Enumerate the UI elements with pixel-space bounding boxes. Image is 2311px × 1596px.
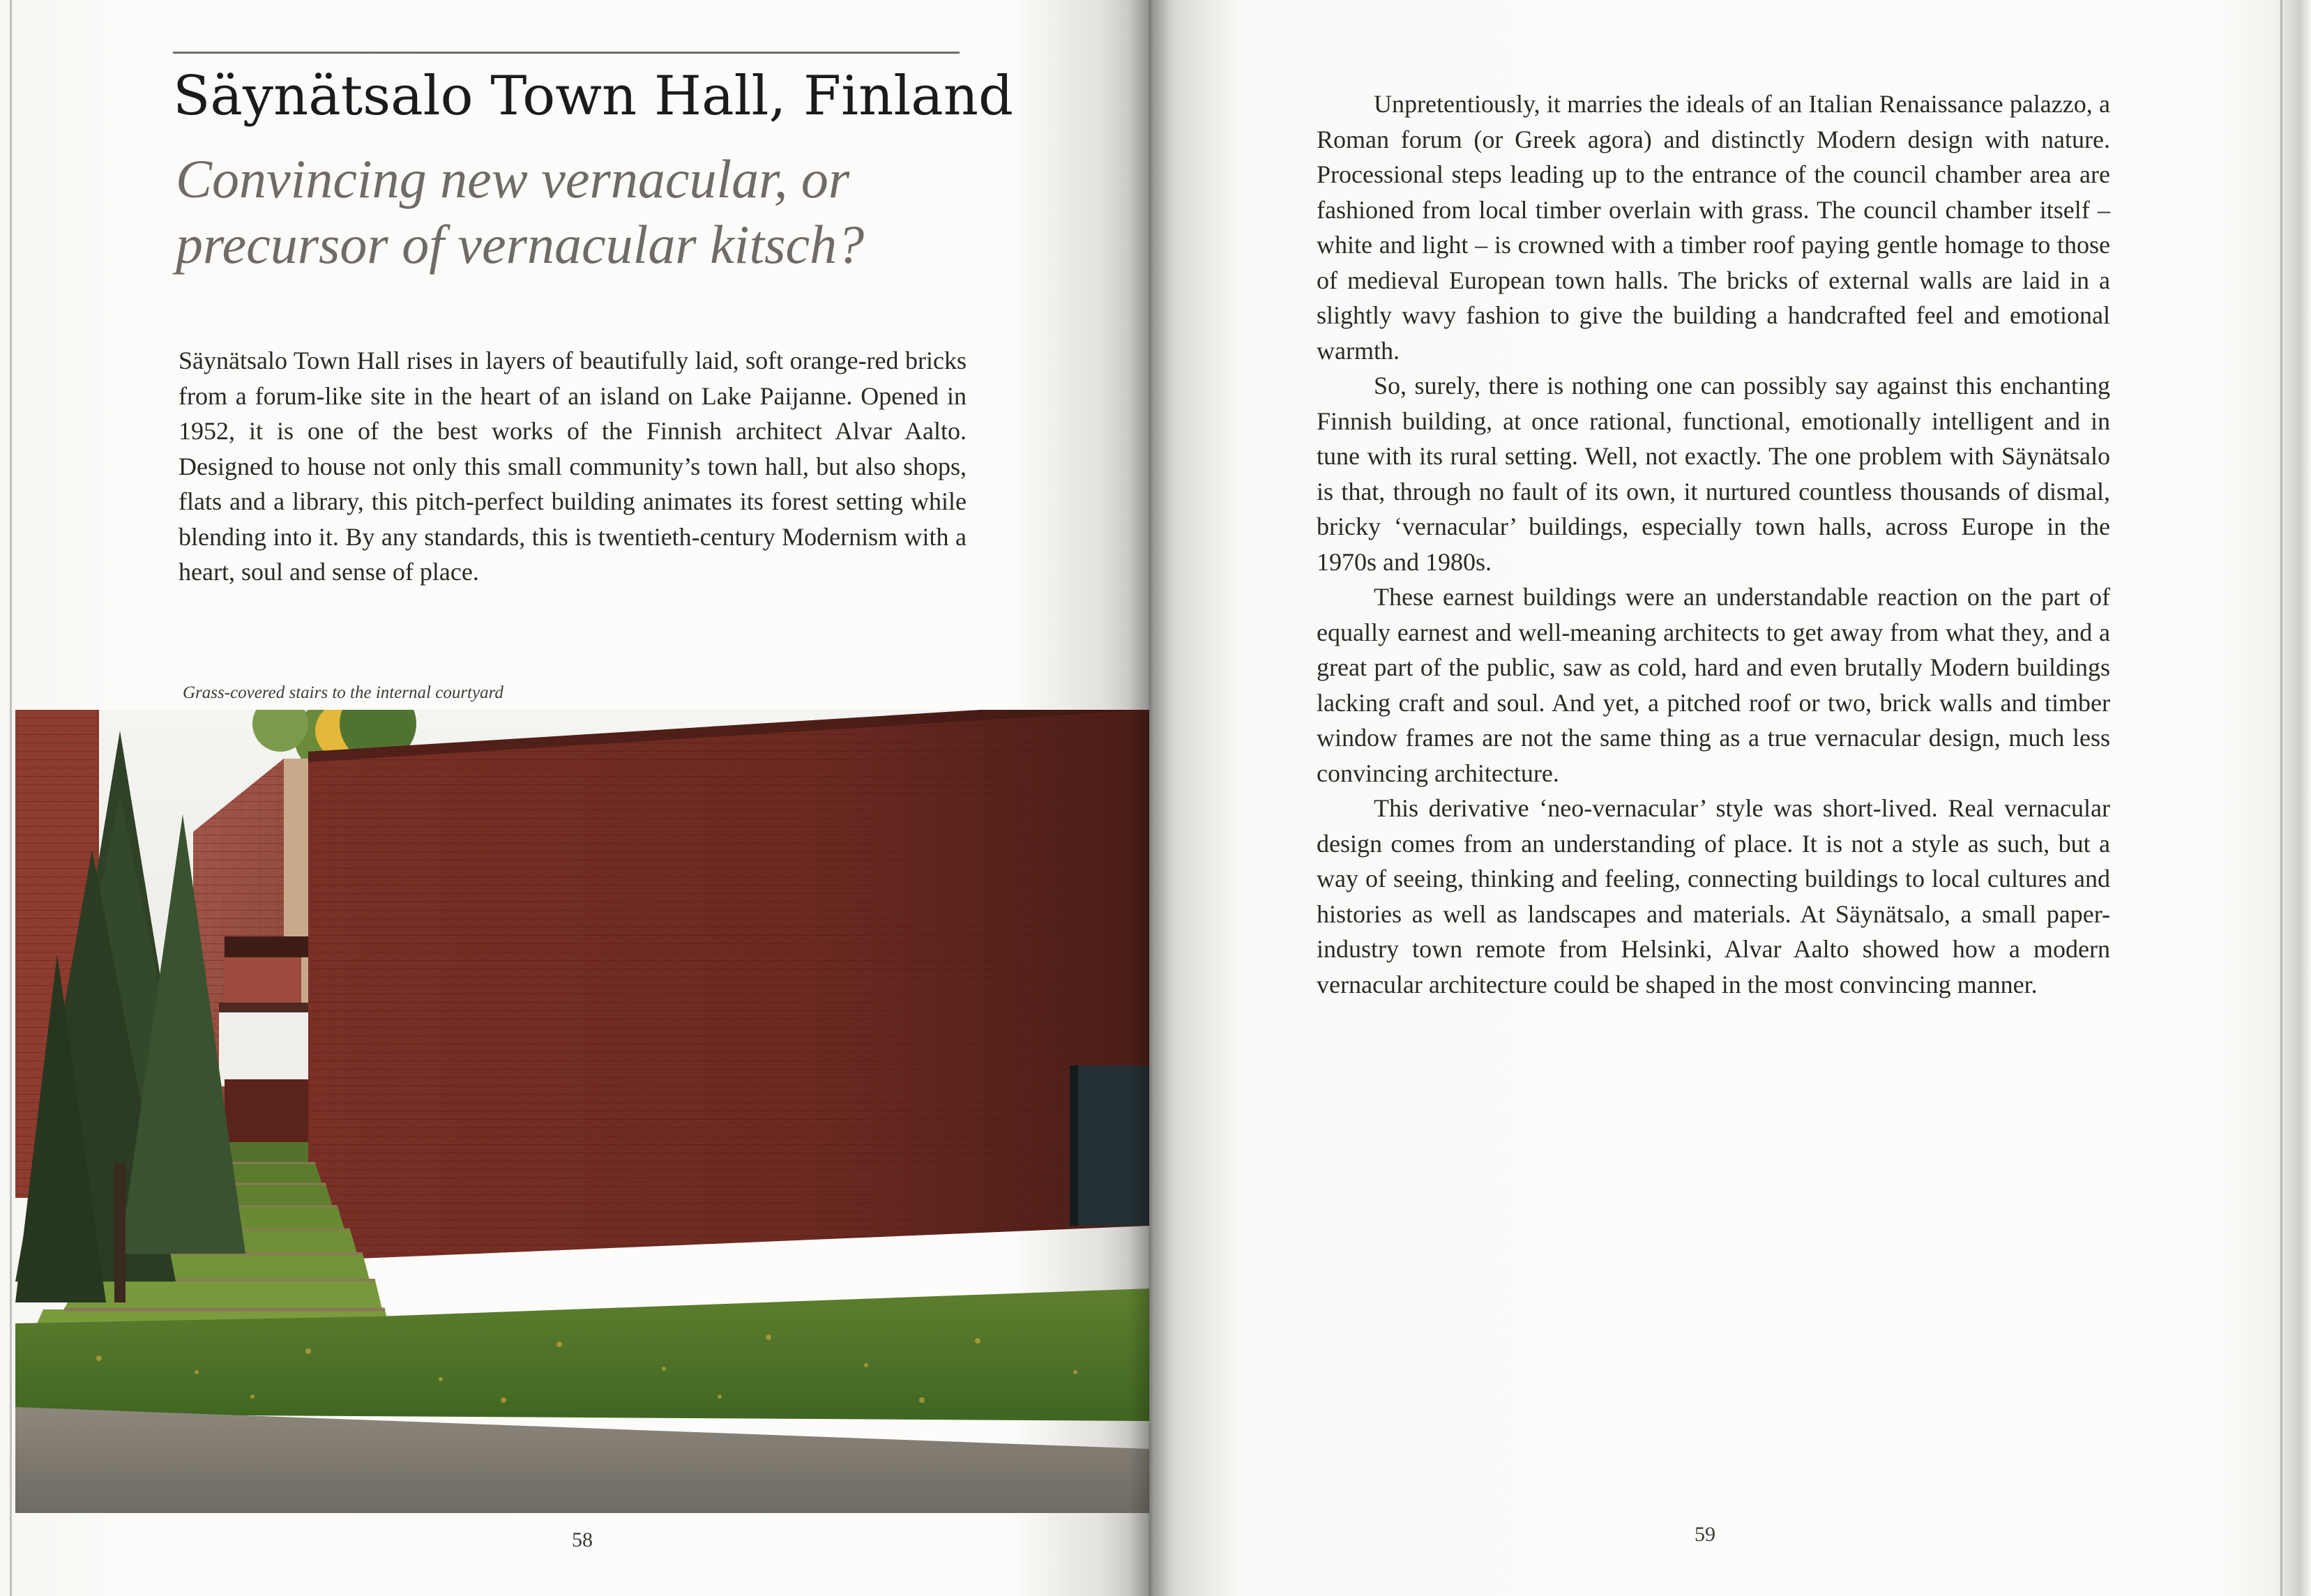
left-page [0, 0, 1149, 1596]
page-number-left: 58 [572, 1528, 593, 1551]
body-paragraph: So, surely, there is nothing one can possibly say against this enchanting Finnish building, at once rational, functional, emotionally intelligent and in tune with its rural setting. Well, not exactly. The one problem with Säynätsalo is that, through no fault of its own, it nurtured countless thousands of dismal, bricky ‘vernacular’ buildings, especially town halls, across Europe in the 1970s and 1980s. [1317, 372, 2110, 576]
body-paragraph: This derivative ‘neo-vernacular’ style was short-lived. Real vernacular design comes from an understanding of place. It is not a style as such, but a way of seeing, thinking and feeling, connecting buildings to local cultures and histories as well as landscapes and materials. At Säynätsalo, a small paper-industry town remote from Helsinki, Alvar Aalto showed how a modern vernacular architecture could be shaped in the most convincing manner. [1317, 794, 2110, 998]
body-paragraph: Unpretentiously, it marries the ideals of an Italian Renaissance palazzo, a Roman forum (or Greek agora) and distinctly Modern design with nature. Processional steps leading up to the entrance of the council chamber area are fashioned from local timber overlain with grass. The council chamber itself – white and light – is crowned with a timber roof paying gentle homage to those of medieval European town halls. The bricks of external walls are laid in a slightly wavy fashion to give the building a handcrafted feel and emotional warmth. [1317, 90, 2110, 365]
title-rule [173, 52, 960, 54]
photo-caption: Grass-covered stairs to the internal courtyard [183, 683, 503, 702]
body-paragraph: These earnest buildings were an understandable reaction on the part of equally earnest and well-meaning architects to get away from what they, and a great part of the public, saw as cold, hard and even brutally Modern buildings lacking craft and soul. And yet, a pitched roof or two, brick walls and timber window frames are not the same thing as a true vernacular design, much less convincing architecture. [1317, 583, 2110, 787]
page-edge-right [2280, 0, 2282, 1596]
page-number-right: 59 [1695, 1523, 1715, 1546]
page-edge-left [10, 0, 12, 1596]
page-subtitle: Convincing new vernacular, or precursor of vernacular kitsch? [176, 149, 865, 275]
intro-paragraph: Säynätsalo Town Hall rises in layers of beautifully laid, soft orange-red bricks from a forum-like site in the heart of an island on Lake Paijanne. Opened in 1952, it is one of the best works of the Finnish architect Alvar Aalto. Designed to house not only this small community’s town hall, but also shops, flats and a library, this pitch-perfect building animates its forest setting while blending into it. By any standards, this is twentieth-century Modernism with a heart, soul and sense of place. [179, 347, 967, 586]
page-title: Säynätsalo Town Hall, Finland [173, 65, 1013, 128]
right-page-body [1317, 86, 2110, 1002]
town-hall-photo [15, 710, 1149, 1513]
